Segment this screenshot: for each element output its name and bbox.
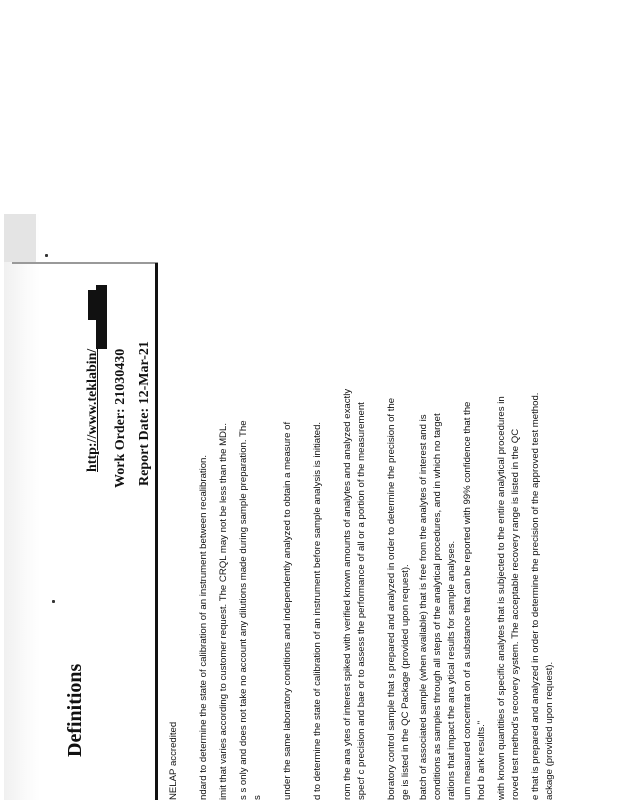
definition-line: ge is listed in the QC Package (provided upon request). [400,564,411,800]
company-url[interactable] [85,349,101,472]
definition-line: ackage (provided upon request). [544,661,555,800]
definition-line: boratory control sample that s prepared and analyzed in order to determine the precision of the [386,397,397,800]
definition-line: conditions as samples through all steps of the analytical procedures, and in which no target [432,413,443,800]
definition-line: with known quantities of specific analytes that is subjected to the entire analytical procedures in [496,396,507,800]
report-date-label: Report Date: [137,407,152,486]
header-rule [155,263,158,800]
work-order-value: 21030430 [113,348,128,405]
definition-line: s [252,795,263,800]
definition-line: specf c precision and bae or to assess the performance of all or a portion of the measurement [356,402,367,800]
report-date-row [137,341,153,486]
definition-line: e that is prepared and analyzed in order to determine the precision of the approved test method. [530,392,541,800]
page-title: Definitions [64,663,86,757]
definition-line: batch of associated sample (when available) that is free from the analytes of interest and is [418,414,429,800]
company-url-tail: / [85,348,100,353]
definition-line: um measured concentrat on of a substance that can be reported with 99% confidence that the [462,401,473,800]
scan-speck [45,254,48,257]
company-url-text: http://www.teklabin [85,352,100,472]
header-rule-top [12,262,158,264]
definition-line: d to determine the state of calibration of an instrument before sample analysis is initiated. [312,421,323,800]
scan-edge-shadow [4,214,40,800]
work-order-label: Work Order: [113,408,128,488]
definition-line: ndard to determine the state of calibration of an instrument between recalibration. [198,454,209,800]
scan-edge-block [4,214,36,262]
definition-line: s s only and does not take no account any dilutions made during sample preparation. The [238,420,249,800]
definition-line: roved test method's recovery system. The acceptable recovery range is listed in the QC [510,428,521,800]
definition-line: NELAP accredited [168,721,179,800]
definition-line: rom the ana ytes of interest spiked with verified known amounts of analytes and analyzed exactly [342,388,353,800]
definition-line: under the same laboratory conditions and independently analyzed to obtain a measure of [282,421,293,800]
definition-line: rations that impact the ana ytical results for sample analyses. [446,540,457,800]
definition-line: imit that varies according to customer request. The CRQL may not be less than the MDL. [218,423,229,800]
work-order-row [113,349,129,488]
scan-speck [52,600,55,603]
definition-line: hod b ank results." [476,720,487,800]
report-date-value: 12-Mar-21 [137,341,152,405]
logo-mark-secondary [88,290,98,320]
